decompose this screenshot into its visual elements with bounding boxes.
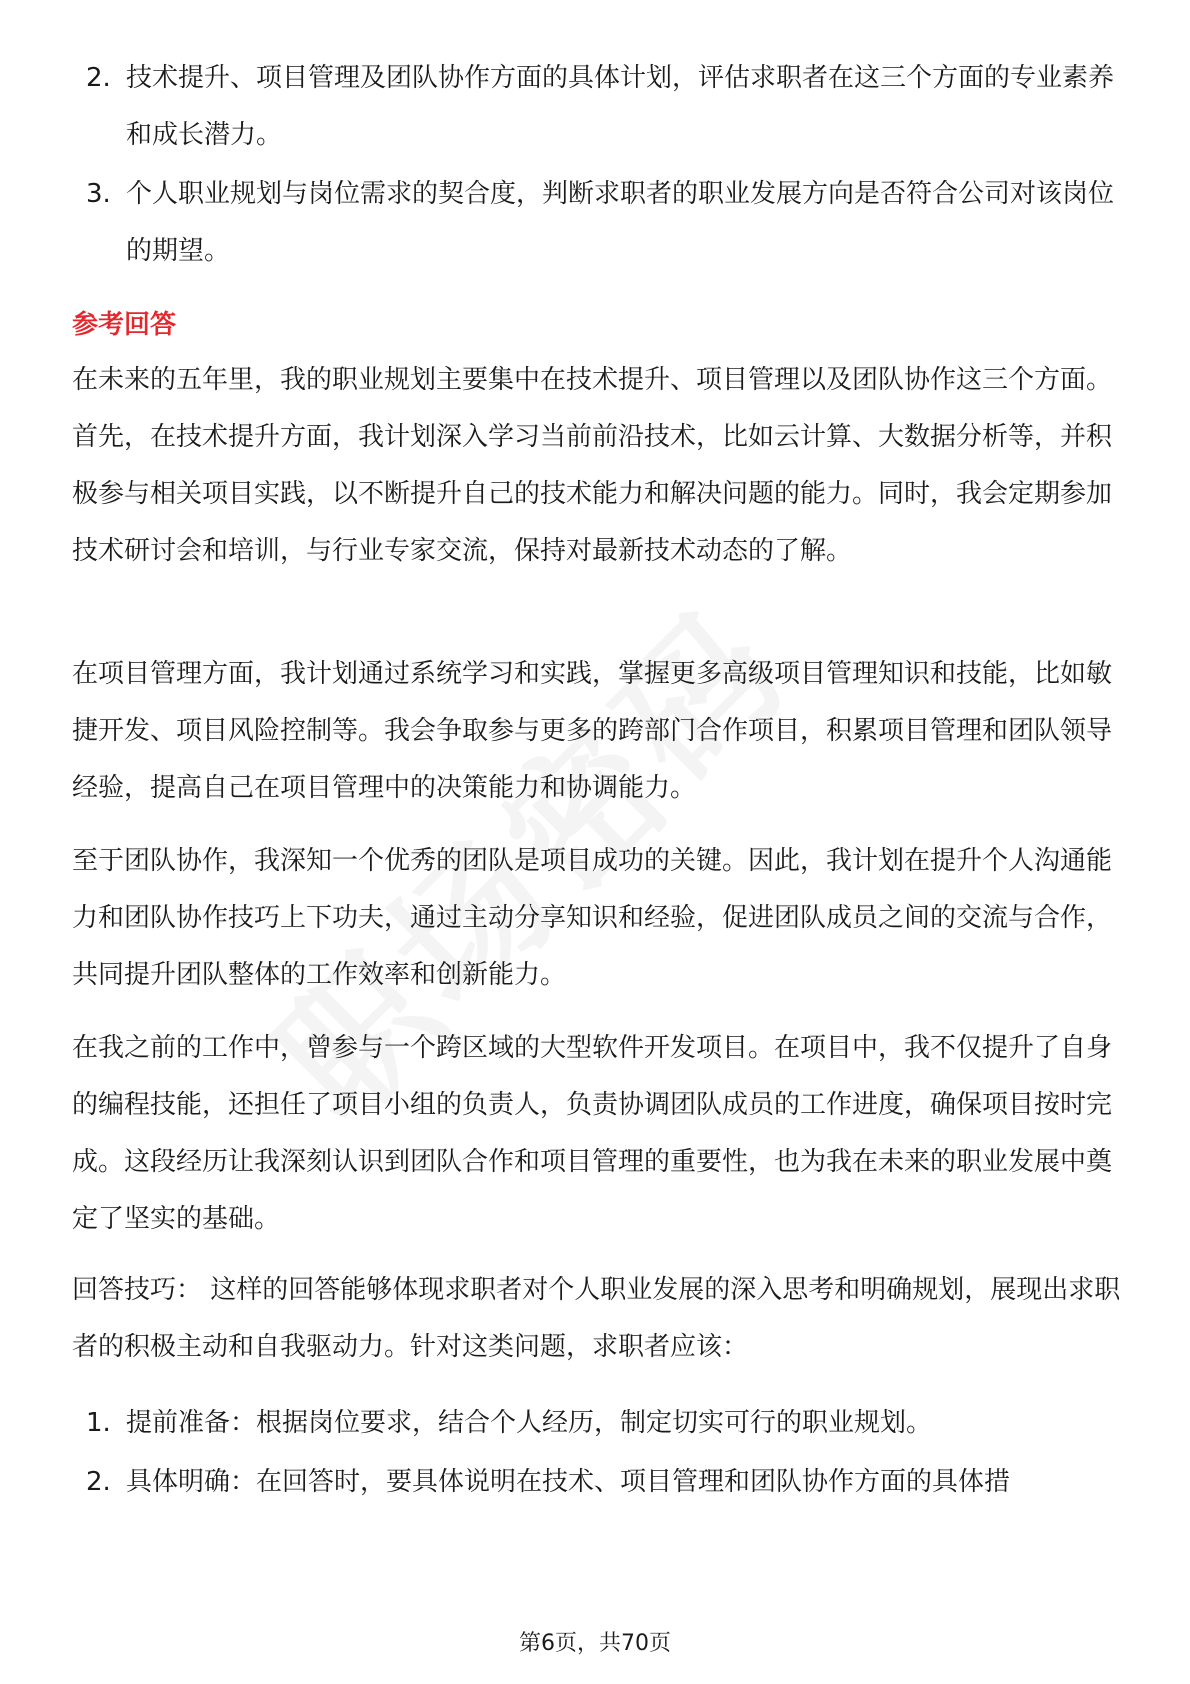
paragraph: 回答技巧： 这样的回答能够体现求职者对个人职业发展的深入思考和明确规划，展现出求职者的积极主动和自我驱动力。针对这类问题，求职者应该： [72, 1275, 1121, 1362]
paragraph: 在未来的五年里，我的职业规划主要集中在技术提升、项目管理以及团队协作这三个方面。首先，在技术提升方面，我计划深入学习当前前沿技术，比如云计算、大数据分析等，并积极参与相关项目实践，以不断提升自己的技术能力和解决问题的能力。同时，我会定期参加技术研讨会和培训，与行业专家交流，保持对最新技术动态的了解。 [72, 365, 1113, 566]
section-heading: 参考回答 [72, 310, 177, 340]
list-number: 2. [86, 1467, 111, 1497]
list-number: 1. [86, 1408, 111, 1438]
list-item [72, 166, 1122, 280]
list-item [72, 1454, 1122, 1511]
list-text: 具体明确：在回答时，要具体说明在技术、项目管理和团队协作方面的具体措 [126, 1467, 1011, 1497]
top-numbered-list [72, 50, 1122, 280]
list-item [72, 1395, 1122, 1452]
paragraph: 在项目管理方面，我计划通过系统学习和实践，掌握更多高级项目管理知识和技能，比如敏捷开发、项目风险控制等。我会争取参与更多的跨部门合作项目，积累项目管理和团队领导经验，提高自己在项目管理中的决策能力和协调能力。 [72, 659, 1113, 803]
paragraph: 至于团队协作，我深知一个优秀的团队是项目成功的关键。因此，我计划在提升个人沟通能力和团队协作技巧上下功夫，通过主动分享知识和经验，促进团队成员之间的交流与合作，共同提升团队整体的工作效率和创新能力。 [72, 846, 1113, 990]
page-number-footer: 第6页，共70页 [519, 1631, 671, 1656]
paragraph: 在我之前的工作中，曾参与一个跨区域的大型软件开发项目。在项目中，我不仅提升了自身的编程技能，还担任了项目小组的负责人，负责协调团队成员的工作进度，确保项目按时完成。这段经历让我深刻认识到团队合作和项目管理的重要性，也为我在未来的职业发展中奠定了坚实的基础。 [72, 1033, 1113, 1234]
bottom-numbered-list [72, 1395, 1122, 1511]
list-number: 2. [86, 63, 111, 93]
list-text: 提前准备：根据岗位要求，结合个人经历，制定切实可行的职业规划。 [126, 1408, 933, 1438]
list-number: 3. [86, 179, 111, 209]
list-text: 技术提升、项目管理及团队协作方面的具体计划，评估求职者在这三个方面的专业素养和成长潜力。 [126, 63, 1115, 150]
list-item [72, 50, 1122, 164]
list-text: 个人职业规划与岗位需求的契合度，判断求职者的职业发展方向是否符合公司对该岗位的期望。 [126, 179, 1115, 266]
